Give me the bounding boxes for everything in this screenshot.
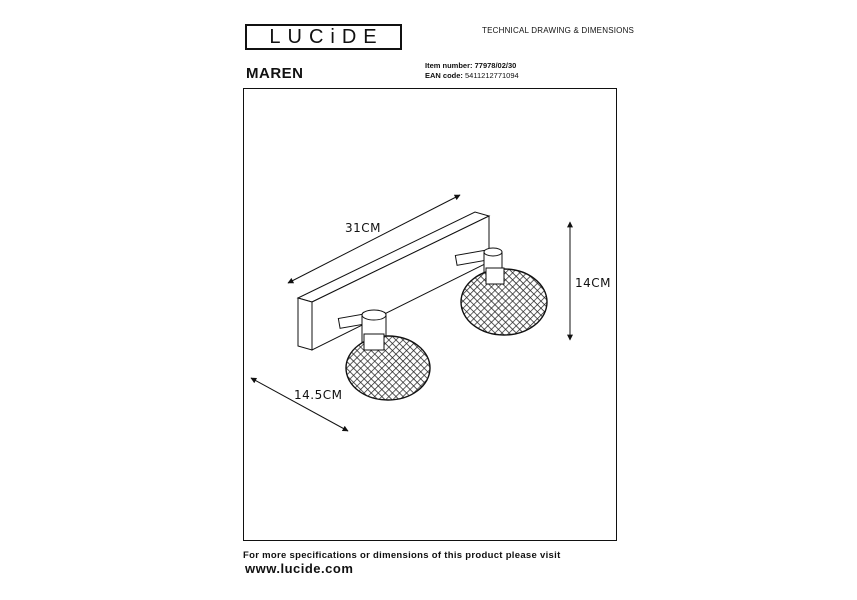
- footer-note: For more specifications or dimensions of this product please visit: [243, 550, 561, 561]
- ean-label: EAN code:: [425, 71, 463, 80]
- height-label: 14CM: [575, 276, 612, 290]
- wall-plate: [298, 212, 489, 350]
- depth-dimension: [251, 378, 348, 431]
- item-number-label: Item number:: [425, 61, 473, 70]
- ean-code: 5411212771094: [465, 71, 519, 80]
- height-dimension: [570, 222, 611, 340]
- depth-label: 14.5CM: [294, 388, 343, 402]
- product-name: MAREN: [246, 65, 304, 82]
- brand-logo: LUCiDE: [245, 24, 402, 50]
- width-label: 31CM: [345, 221, 382, 235]
- website-link[interactable]: www.lucide.com: [245, 561, 354, 576]
- left-spot-lamp: [338, 310, 430, 400]
- document-type: TECHNICAL DRAWING & DIMENSIONS: [482, 26, 635, 35]
- item-number: 77978/02/30: [474, 61, 517, 70]
- right-spot-lamp: [455, 248, 547, 335]
